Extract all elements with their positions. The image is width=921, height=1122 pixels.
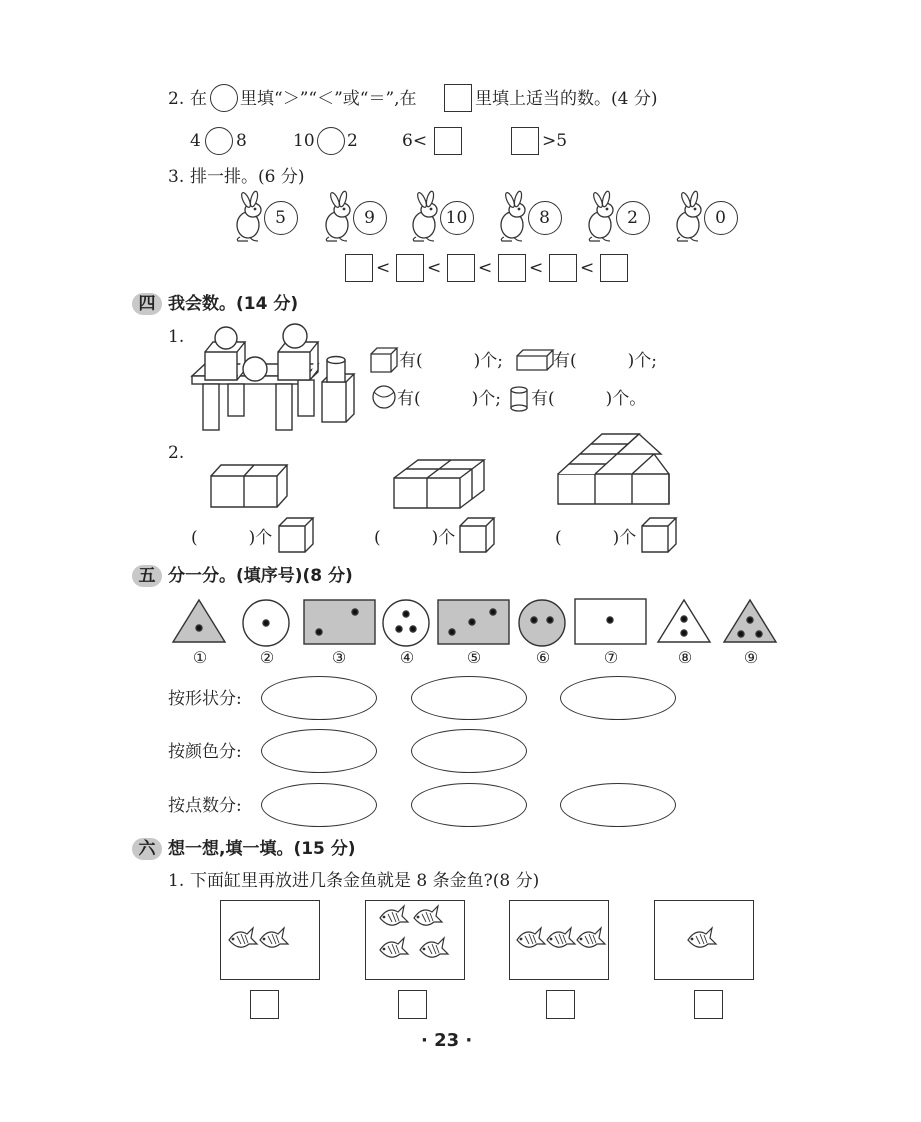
by-color-label: 按颜色分: xyxy=(168,742,242,762)
section-badge-5: 五 xyxy=(132,565,162,587)
q3-label: 3. xyxy=(168,167,185,187)
shape-number: ① xyxy=(192,648,208,667)
shape-number: ⑥ xyxy=(535,648,551,667)
goldfish-icon xyxy=(688,928,716,947)
rabbit-number-circle: 5 xyxy=(264,201,298,235)
answer-box-tank-4[interactable] xyxy=(694,990,723,1019)
section-4-title: 我会数。(14 分) xyxy=(168,294,299,314)
goldfish-icon xyxy=(380,906,408,925)
s6-q1-label: 1. xyxy=(168,871,185,891)
less-than-sign: < xyxy=(478,258,493,278)
count-cylinder-line: 有( )个。 xyxy=(531,389,647,409)
by-shape-label: 按形状分: xyxy=(168,689,242,709)
goldfish-icon xyxy=(229,928,257,947)
q2-item3-left: 6< xyxy=(402,131,428,151)
q2-item2-right: 2 xyxy=(347,131,358,151)
section-badge-4: 四 xyxy=(132,293,162,315)
s6-q1-text: 下面缸里再放进几条金鱼就是 8 条金鱼?(8 分) xyxy=(190,871,540,891)
goldfish-icon xyxy=(414,906,442,925)
q3-title: 排一排。(6 分) xyxy=(190,167,305,187)
q2-instruction-part3: 里填上适当的数。(4 分) xyxy=(475,89,658,109)
s4-q2-label: 2. xyxy=(168,443,185,463)
page-number: · 23 · xyxy=(421,1030,473,1051)
less-than-sign: < xyxy=(427,258,442,278)
rabbit-number-circle: 8 xyxy=(528,201,562,235)
shape-number: ⑨ xyxy=(743,648,759,667)
section-badge-6: 六 xyxy=(132,838,162,860)
rabbit-number-circle: 0 xyxy=(704,201,738,235)
q2-item1-left: 4 xyxy=(190,131,201,151)
rabbit-number-circle: 2 xyxy=(616,201,650,235)
count-cubes-2: ( )个 xyxy=(374,528,456,548)
count-cubes-3: ( )个 xyxy=(555,528,637,548)
count-sphere-line: 有( )个; xyxy=(397,389,501,409)
goldfish-icon xyxy=(547,928,575,947)
shape-number: ⑦ xyxy=(603,648,619,667)
answer-box-tank-1[interactable] xyxy=(250,990,279,1019)
q2-label: 2. xyxy=(168,89,185,109)
answer-box-tank-3[interactable] xyxy=(546,990,575,1019)
goldfish-icon xyxy=(577,928,605,947)
count-cube-line: 有( )个; xyxy=(399,351,503,371)
count-cubes-1: ( )个 xyxy=(191,528,273,548)
less-than-sign: < xyxy=(376,258,391,278)
answer-box-tank-2[interactable] xyxy=(398,990,427,1019)
section-6-title: 想一想,填一填。(15 分) xyxy=(168,839,356,859)
by-dots-label: 按点数分: xyxy=(168,796,242,816)
less-than-sign: < xyxy=(580,258,595,278)
shape-number: ④ xyxy=(399,648,415,667)
shape-number: ⑤ xyxy=(466,648,482,667)
goldfish-icon xyxy=(420,938,448,957)
rabbit-number-circle: 9 xyxy=(353,201,387,235)
q2-instruction-part1: 在 xyxy=(190,89,207,109)
count-cuboid-line: 有( )个; xyxy=(553,351,657,371)
goldfish-icon xyxy=(517,928,545,947)
goldfish-icon xyxy=(260,928,288,947)
less-than-sign: < xyxy=(529,258,544,278)
shape-number: ⑧ xyxy=(677,648,693,667)
shape-number: ② xyxy=(259,648,275,667)
s4-q1-label: 1. xyxy=(168,327,185,347)
rabbit-number-circle: 10 xyxy=(440,201,474,235)
goldfish-icon xyxy=(380,938,408,957)
q2-item2-left: 10 xyxy=(293,131,315,151)
section-5-title: 分一分。(填序号)(8 分) xyxy=(168,566,353,586)
shape-number: ③ xyxy=(331,648,347,667)
q2-instruction-part2: 里填“＞”“＜”或“＝”,在 xyxy=(240,89,417,109)
q2-item4-right: >5 xyxy=(542,131,568,151)
q2-item1-right: 8 xyxy=(236,131,247,151)
